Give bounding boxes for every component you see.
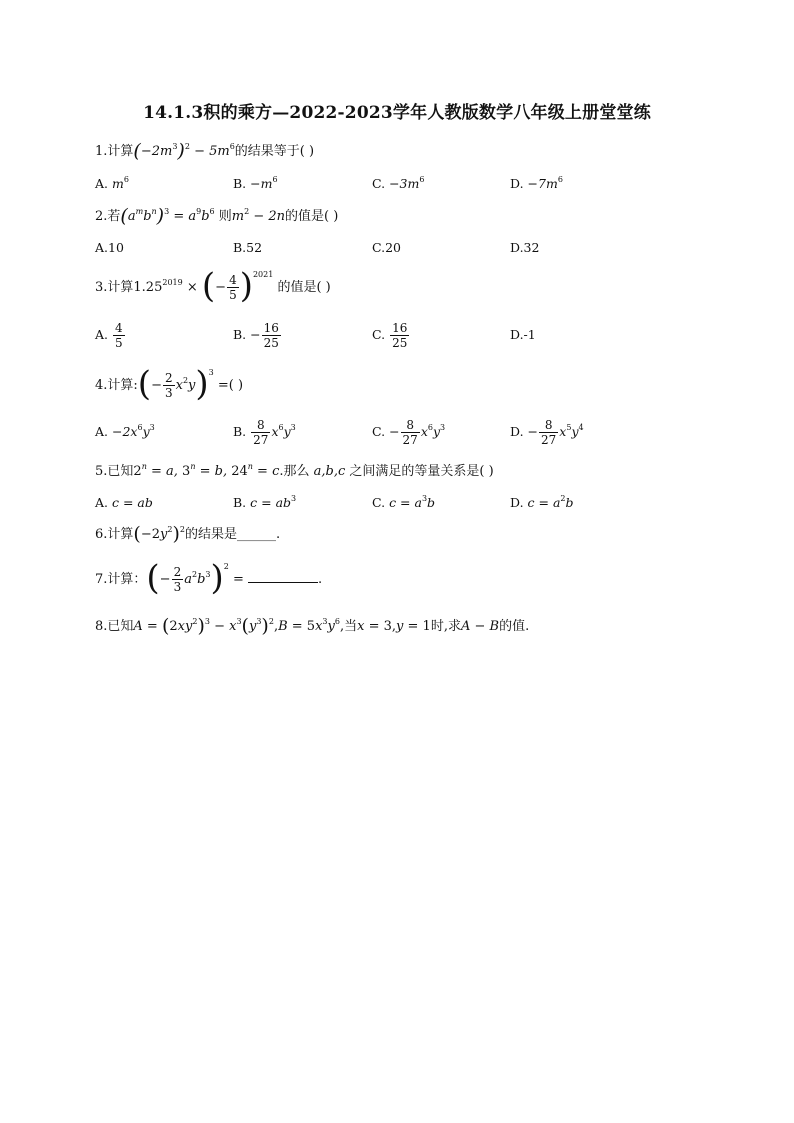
q8-x-value: x = 3: [357, 619, 392, 634]
q2-expression: $(a^mb^n)^3 = a^9b^6$: [120, 205, 215, 227]
q4-prefix: 4.计算:: [95, 378, 138, 393]
q2-middle: 则: [218, 209, 232, 224]
q8-middle3: ,: [391, 619, 397, 634]
question-3: [95, 268, 331, 304]
q5-conditions: $2^n = a$, $3^n = b$, $24^n = c$: [133, 462, 280, 479]
q4-options: [95, 415, 655, 449]
q2-prefix: 2.若: [95, 209, 121, 224]
question-4: [95, 366, 243, 402]
q6-prefix: 6.计算: [95, 527, 134, 542]
q1-option-a[interactable]: A. $m^6$: [95, 175, 129, 191]
q3-expression: $1.25^{2019}$ × (− $\frac{4}{5}$ )$^{2021}$: [133, 266, 274, 306]
q3-option-b[interactable]: B. − $\frac{16}{25}$: [233, 321, 279, 350]
q6-suffix: 的结果是______.: [184, 527, 281, 542]
q8-suffix: 的值.: [499, 619, 530, 634]
q2-option-a[interactable]: A.10: [95, 240, 124, 255]
q6-expression: $(-2y^2)^2$: [133, 523, 185, 545]
q7-suffix: .: [318, 572, 323, 587]
q8-target: A − B: [460, 619, 500, 634]
q2-option-d[interactable]: D.32: [510, 240, 540, 255]
question-6: [95, 523, 280, 545]
q4-option-c[interactable]: C. − $\frac{8}{27}$ $x^6y^3$: [372, 418, 446, 447]
q5-middle2: 之间满足的等量关系是( ): [349, 464, 494, 479]
q2-target: $m^2 - 2n$: [231, 207, 286, 224]
q5-option-d[interactable]: D. $c = a^2b$: [510, 494, 574, 510]
q3-option-d[interactable]: D.-1: [510, 327, 536, 342]
q5-options: [95, 492, 655, 514]
q3-suffix: 的值是( ): [277, 280, 331, 295]
q8-expression-b: $B = 5x^3y^6$: [278, 617, 340, 634]
question-7: [95, 560, 322, 596]
q8-prefix: 8.已知: [95, 619, 134, 634]
q2-suffix: 的值是( ): [285, 209, 339, 224]
q3-option-c[interactable]: C. $\frac{16}{25}$: [372, 321, 408, 350]
question-2: [95, 205, 338, 227]
q7-prefix: 7.计算：: [95, 572, 147, 587]
q4-expression: (− $\frac{2}{3}$ $x^2y)^3$: [137, 364, 214, 404]
q5-prefix: 5.已知: [95, 464, 134, 479]
q5-variables: a,b,c: [313, 464, 346, 479]
question-8: [95, 615, 529, 637]
q1-expression: $(-2m^3)^2 - 5m^6$: [133, 140, 235, 162]
page-title: 14.1.3积的乘方—2022-2023学年人教版数学八年级上册堂堂练: [143, 103, 651, 123]
q1-suffix: 的结果等于( ): [234, 144, 315, 159]
q5-middle1: .那么: [279, 464, 310, 479]
q8-y-value: y = 1: [396, 619, 431, 634]
q8-middle4: 时,求: [430, 619, 461, 634]
q3-option-a[interactable]: A. $\frac{4}{5}$: [95, 321, 123, 350]
q2-option-c[interactable]: C.20: [372, 240, 401, 255]
question-5: [95, 461, 494, 483]
q5-option-a[interactable]: A. c = ab: [95, 495, 153, 510]
q4-option-a[interactable]: A. $-2x^6y^3$: [95, 423, 155, 439]
q8-middle2: ,当: [339, 619, 358, 634]
q5-option-b[interactable]: B. $c = ab^3$: [233, 494, 297, 510]
q7-answer-blank[interactable]: [248, 568, 318, 583]
q1-option-b[interactable]: B. $-m^6$: [233, 175, 278, 191]
q4-option-d[interactable]: D. − $\frac{8}{27}$ $x^5y^4$: [510, 418, 584, 447]
question-1: [95, 140, 314, 162]
q2-option-b[interactable]: B.52: [233, 240, 263, 255]
q1-options: [95, 173, 655, 195]
q8-middle1: ,: [273, 619, 279, 634]
q1-option-c[interactable]: C. $-3m^6$: [372, 175, 425, 191]
q8-expression-a: $A = (2xy^2)^3 - x^3(y^3)^2$: [133, 615, 274, 637]
q1-prefix: 1.计算: [95, 144, 134, 159]
q2-options: [95, 237, 655, 259]
q1-option-d[interactable]: D. $-7m^6$: [510, 175, 563, 191]
q5-option-c[interactable]: C. $c = a^3b$: [372, 494, 436, 510]
q3-prefix: 3.计算: [95, 280, 134, 295]
q7-expression: (− $\frac{2}{3}$ $a^2b^3)^2$ =: [146, 558, 244, 598]
q4-suffix: =( ): [217, 378, 244, 393]
q3-options: [95, 318, 655, 352]
q4-option-b[interactable]: B. $\frac{8}{27}$ $x^6y^3$: [233, 418, 296, 447]
